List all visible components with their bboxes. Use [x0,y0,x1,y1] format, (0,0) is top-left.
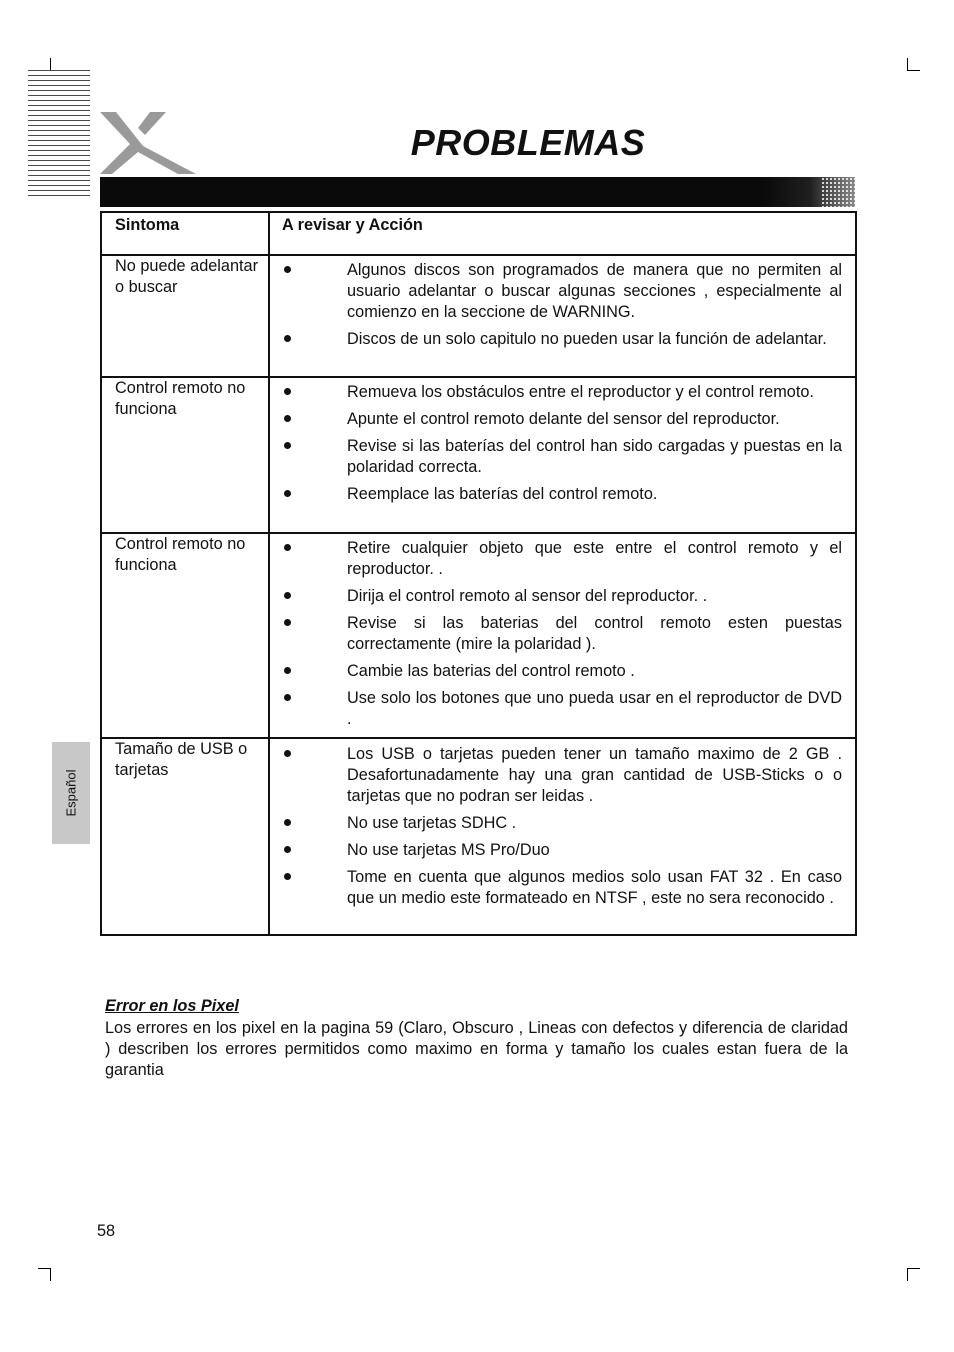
action-cell [269,377,856,533]
decorative-stripes [28,70,90,200]
action-item: Tome en cuenta que algunos medios solo usan FAT 32 . En caso que un medio este formateado en NTSF , este no sera reconocido . [270,867,842,909]
header-action: A revisar y Acción [269,212,856,255]
action-item: Discos de un solo capitulo no pueden usar la función de adelantar. [270,329,842,350]
action-cell [269,738,856,935]
title-bar-dot-pattern [821,177,855,207]
header-symptom: Sintoma [101,212,269,255]
symptom-cell: No puede adelantar o buscar [101,255,269,377]
action-item: Reemplace las baterías del control remoto. [270,484,842,505]
action-item: No use tarjetas MS Pro/Duo [270,840,842,861]
table-row [101,255,856,377]
action-cell [269,255,856,377]
action-item: Apunte el control remoto delante del sensor del reproductor. [270,409,842,430]
troubleshooting-table [100,211,857,936]
action-item: Dirija el control remoto al sensor del reproductor. . [270,586,842,607]
symptom-cell: Control remoto no funciona [101,377,269,533]
action-cell [269,533,856,738]
title-bar [100,177,855,207]
table-row [101,533,856,738]
pixel-error-paragraph: Los errores en los pixel en la pagina 59 (Claro, Obscuro , Lineas con defectos y diferencia de claridad ) describen los errores permitidos como maximo en forma y tamaño los cuales estan fuera de la garantia [105,1019,848,1079]
table-header-row [101,212,856,255]
page-number: 58 [97,1222,116,1240]
action-item: Cambie las baterias del control remoto . [270,661,842,682]
symptom-cell: Control remoto no funciona [101,533,269,738]
table-row [101,377,856,533]
language-tab [52,742,90,844]
action-item: Remueva los obstáculos entre el reproductor y el control remoto. [270,382,842,403]
pixel-error-heading: Error en los Pixel [105,997,239,1015]
action-item: Revise si las baterias del control remoto esten puestas correctamente (mire la polaridad ). [270,613,842,655]
crop-mark-top-right [907,58,920,71]
action-item: No use tarjetas SDHC . [270,813,842,834]
action-item: Use solo los botones que uno pueda usar en el reproductor de DVD . [270,688,842,730]
action-item: Retire cualquier objeto que este entre el control remoto y el reproductor. . [270,538,842,580]
crop-mark-bottom-left [38,1268,51,1281]
crop-mark-bottom-right [907,1268,920,1281]
table-row [101,738,856,935]
language-label: Español [63,769,79,817]
page-title: PROBLEMAS [410,122,646,163]
action-item: Los USB o tarjetas pueden tener un tamaño maximo de 2 GB . Desafortunadamente hay una gran cantidad de USB-Sticks o o tarjetas que no podran ser leidas . [270,744,842,807]
action-item: Algunos discos son programados de manera que no permiten al usuario adelantar o buscar algunas secciones , especialmente al comienzo en la seccione de WARNING. [270,260,842,323]
symptom-cell: Tamaño de USB o tarjetas [101,738,269,935]
x-brand-logo-icon [98,104,198,178]
action-item: Revise si las baterías del control han sido cargadas y puestas en la polaridad correcta. [270,436,842,478]
